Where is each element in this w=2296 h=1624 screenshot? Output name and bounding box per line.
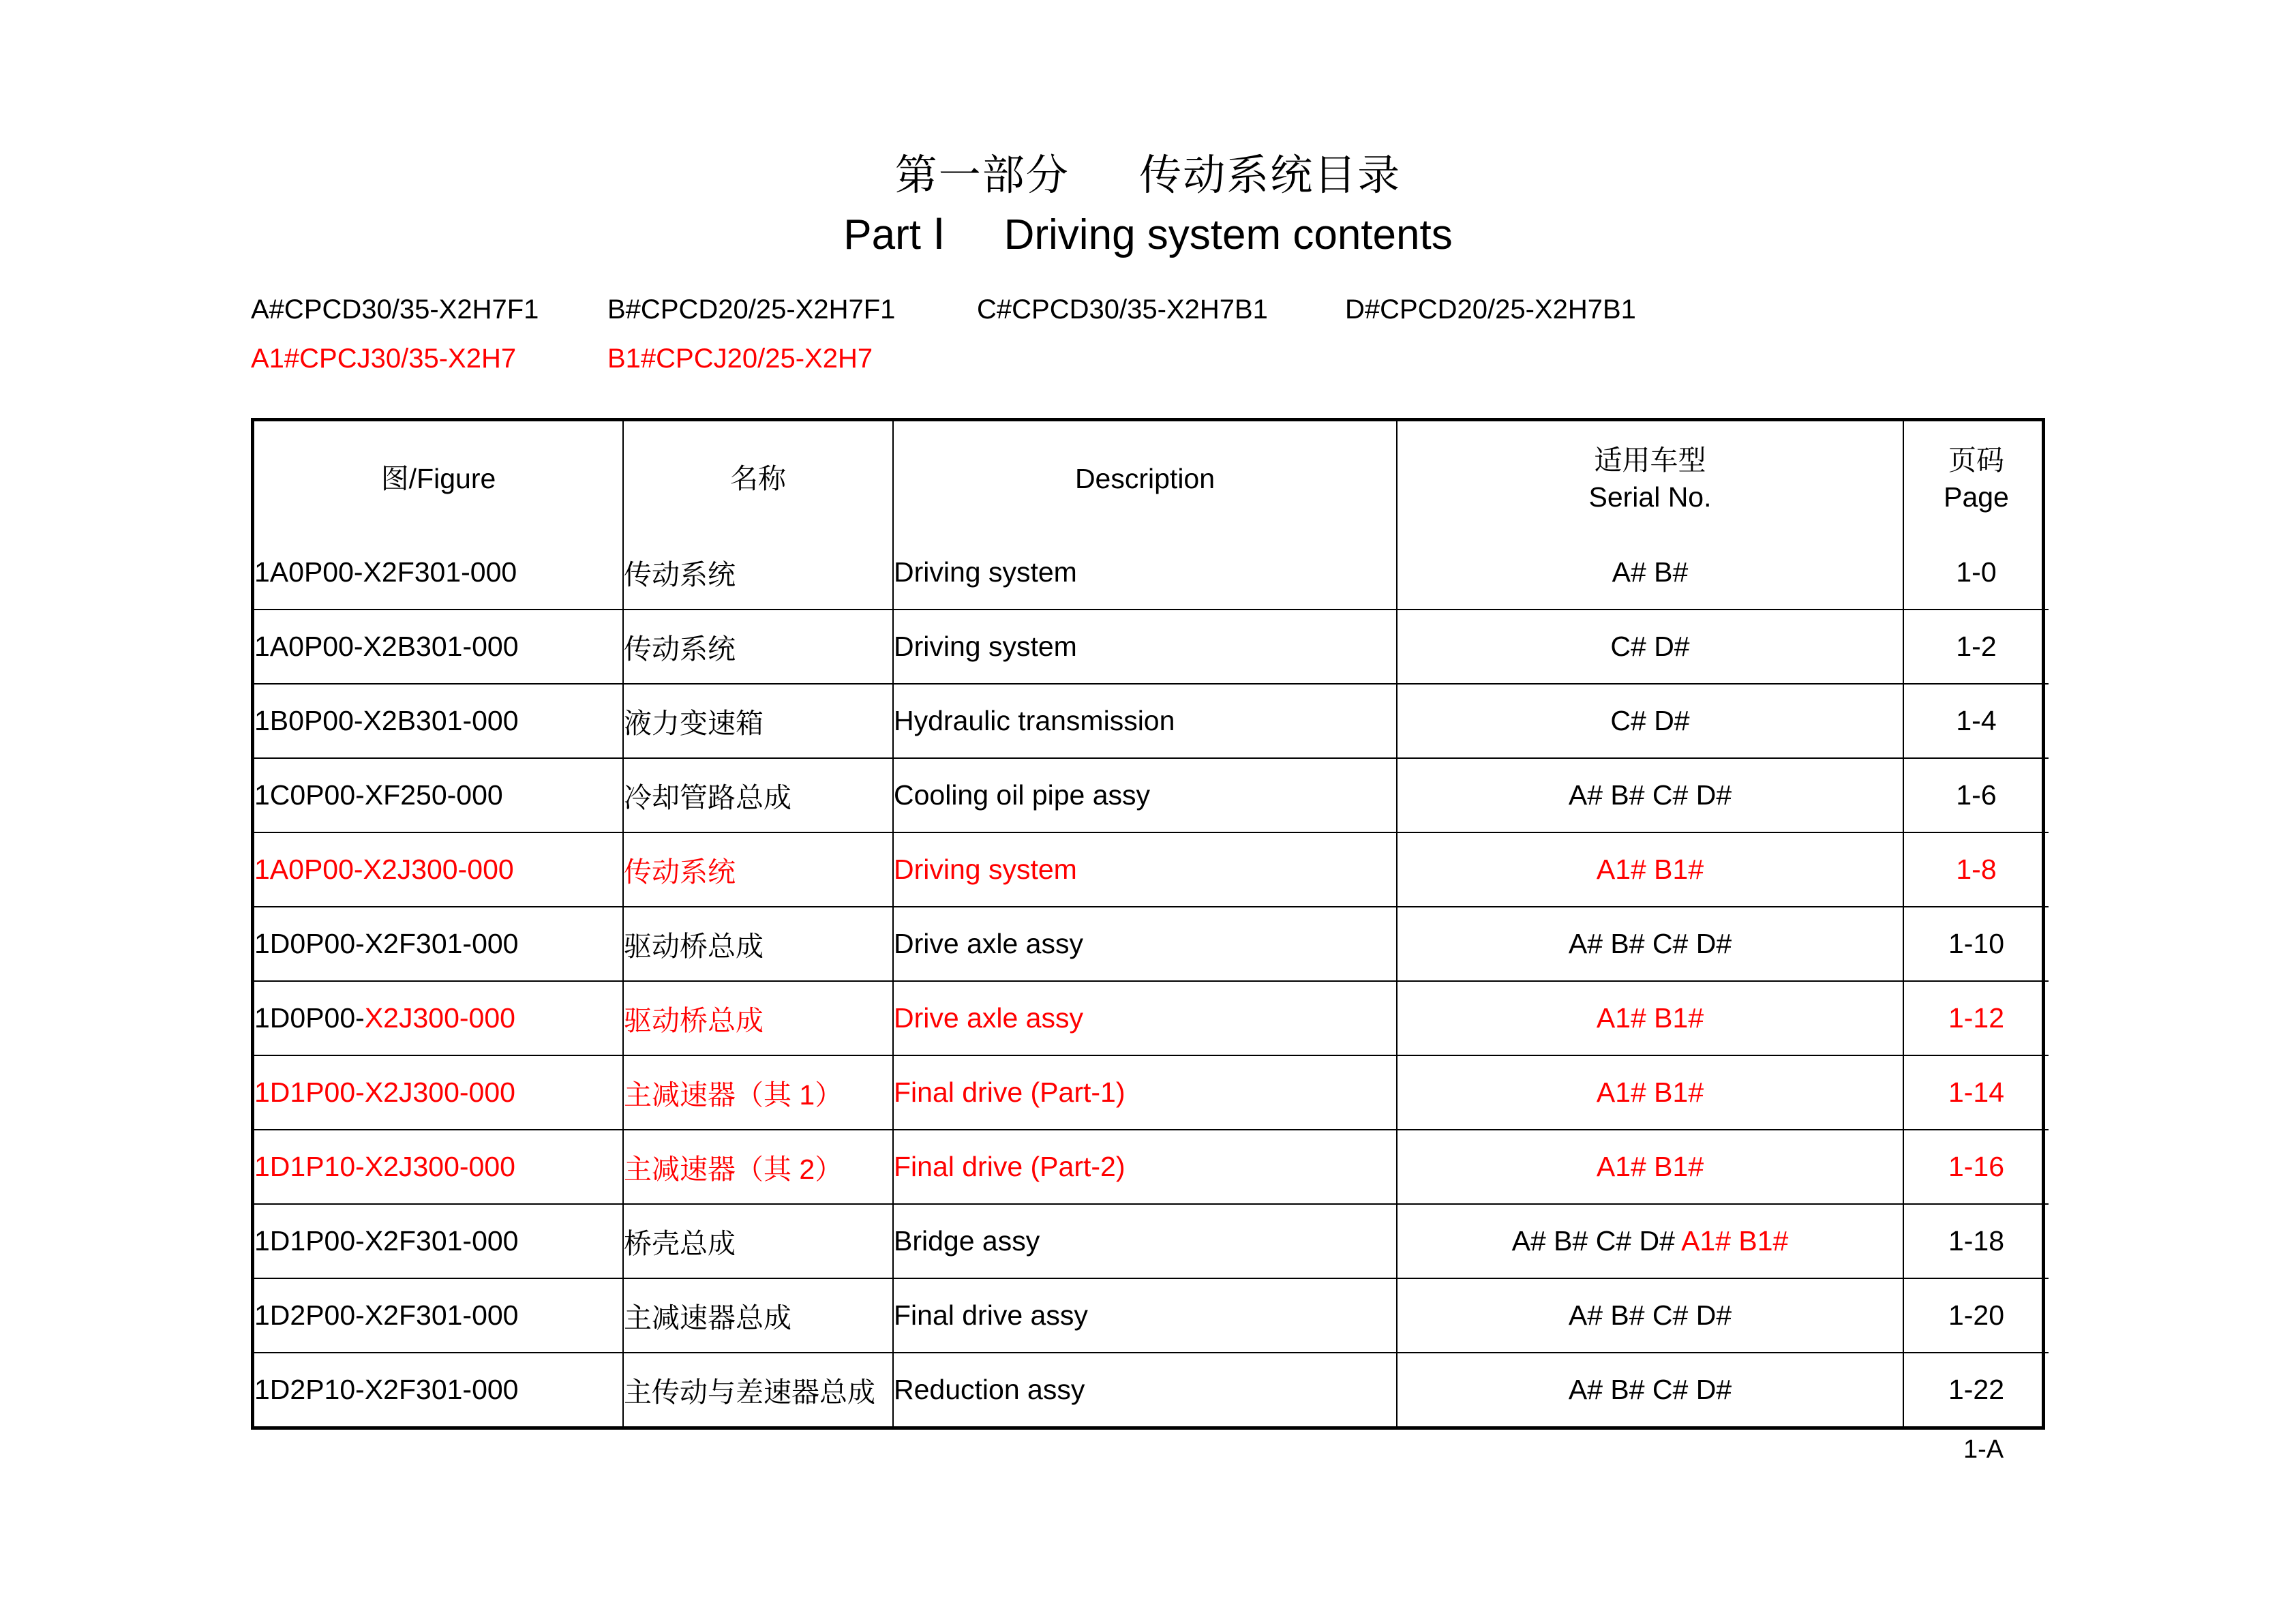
contents-table <box>254 421 2049 1426</box>
serial-black: A# B# C# D# <box>1568 1374 1732 1405</box>
cell-figure <box>254 1204 623 1278</box>
cell-name: 主减速器（其 2） <box>623 1130 893 1204</box>
serial-red: A1# B1# <box>1596 1151 1704 1182</box>
header-description <box>893 421 1397 536</box>
cell-figure <box>254 536 623 610</box>
cell-name: 驱动桥总成 <box>623 981 893 1055</box>
cell-description: Drive axle assy <box>893 981 1397 1055</box>
cell-figure <box>254 684 623 758</box>
figure-code-red: 1D1P00-X2J300-000 <box>254 1077 515 1108</box>
table-row <box>254 1130 2049 1204</box>
cell-figure <box>254 832 623 907</box>
table-row <box>254 610 2049 684</box>
header-figure <box>254 421 623 536</box>
table-row <box>254 1204 2049 1278</box>
figure-code-black: 1D1P00-X2F301-000 <box>254 1225 519 1257</box>
serial-red: A1# B1# <box>1596 1002 1704 1034</box>
cell-name: 主传动与差速器总成 <box>623 1353 893 1426</box>
cell-page: 1-20 <box>1903 1278 2049 1353</box>
cell-name: 传动系统 <box>623 536 893 610</box>
header-serial-label-cn: 适用车型 <box>1594 444 1706 476</box>
cell-name: 传动系统 <box>623 610 893 684</box>
header-name-label: 名称 <box>730 462 786 494</box>
cell-name: 主减速器（其 1） <box>623 1055 893 1130</box>
cell-description: Bridge assy <box>893 1204 1397 1278</box>
table-body <box>254 536 2049 1426</box>
table-row <box>254 907 2049 981</box>
cell-serial <box>1397 1130 1903 1204</box>
serial-black: A# B# C# D# <box>1568 1299 1732 1331</box>
title-english: Part Ⅰ Driving system contents <box>843 211 1453 259</box>
cell-page: 1-12 <box>1903 981 2049 1055</box>
model-code-row-black <box>251 295 2051 344</box>
header-serial <box>1397 421 1903 536</box>
figure-code-black: 1B0P00-X2B301-000 <box>254 705 519 736</box>
cell-figure <box>254 981 623 1055</box>
cell-page: 1-22 <box>1903 1353 2049 1426</box>
cell-figure <box>254 1353 623 1426</box>
cell-page: 1-2 <box>1903 610 2049 684</box>
figure-code-black: 1D0P00- <box>254 1002 365 1034</box>
serial-red: A1# B1# <box>1681 1225 1789 1257</box>
header-page-label-cn: 页码 <box>1948 444 2004 476</box>
serial-black: A# B# C# D# <box>1511 1225 1682 1257</box>
cell-name: 主减速器总成 <box>623 1278 893 1353</box>
cell-name: 传动系统 <box>623 832 893 907</box>
table-row <box>254 1278 2049 1353</box>
table-row <box>254 832 2049 907</box>
figure-code-red: 1D1P10-X2J300-000 <box>254 1151 515 1182</box>
cell-page: 1-8 <box>1903 832 2049 907</box>
serial-red: A1# B1# <box>1596 1077 1704 1108</box>
header-description-label: Description <box>1074 462 1215 494</box>
serial-black: A# B# C# D# <box>1568 928 1732 959</box>
header-serial-label-en: Serial No. <box>1588 481 1712 513</box>
cell-page: 1-4 <box>1903 684 2049 758</box>
cell-page: 1-10 <box>1903 907 2049 981</box>
model-code-d: D#CPCD20/25-X2H7B1 <box>1345 295 1636 325</box>
cell-serial <box>1397 610 1903 684</box>
cell-serial <box>1397 1204 1903 1278</box>
header-page-label-en: Page <box>1944 481 2009 513</box>
figure-code-red: X2J300-000 <box>364 1002 515 1034</box>
cell-serial <box>1397 981 1903 1055</box>
model-code-a1: A1#CPCJ30/35-X2H7 <box>251 344 517 374</box>
cell-serial <box>1397 684 1903 758</box>
model-code-c: C#CPCD30/35-X2H7B1 <box>977 295 1268 325</box>
header-name <box>623 421 893 536</box>
cell-page: 1-18 <box>1903 1204 2049 1278</box>
page-title <box>0 149 2296 262</box>
table-row <box>254 684 2049 758</box>
cell-description: Driving system <box>893 610 1397 684</box>
table-row <box>254 1055 2049 1130</box>
figure-code-black: 1C0P00-XF250-000 <box>254 779 503 811</box>
contents-table-container <box>251 418 2045 1430</box>
cell-serial <box>1397 758 1903 832</box>
figure-code-black: 1A0P00-X2B301-000 <box>254 631 519 662</box>
cell-serial <box>1397 536 1903 610</box>
cell-description: Reduction assy <box>893 1353 1397 1426</box>
model-code-b: B#CPCD20/25-X2H7F1 <box>607 295 896 325</box>
cell-serial <box>1397 832 1903 907</box>
cell-serial <box>1397 1278 1903 1353</box>
table-row <box>254 758 2049 832</box>
serial-black: A# B# <box>1612 556 1689 588</box>
model-code-a: A#CPCD30/35-X2H7F1 <box>251 295 539 325</box>
figure-code-black: 1D2P00-X2F301-000 <box>254 1299 519 1331</box>
cell-figure <box>254 1130 623 1204</box>
model-code-b1: B1#CPCJ20/25-X2H7 <box>607 344 873 374</box>
table-row <box>254 981 2049 1055</box>
figure-code-black: 1D0P00-X2F301-000 <box>254 928 519 959</box>
cell-serial <box>1397 1055 1903 1130</box>
cell-serial <box>1397 907 1903 981</box>
cell-figure <box>254 907 623 981</box>
header-figure-label: 图/Figure <box>380 462 496 494</box>
cell-serial <box>1397 1353 1903 1426</box>
cell-description: Final drive (Part-2) <box>893 1130 1397 1204</box>
cell-name: 冷却管路总成 <box>623 758 893 832</box>
cell-name: 驱动桥总成 <box>623 907 893 981</box>
cell-figure <box>254 1055 623 1130</box>
serial-black: A# B# C# D# <box>1568 779 1732 811</box>
cell-page: 1-14 <box>1903 1055 2049 1130</box>
figure-code-black: 1A0P00-X2F301-000 <box>254 556 517 588</box>
cell-description: Hydraulic transmission <box>893 684 1397 758</box>
serial-red: A1# B1# <box>1596 854 1704 885</box>
cell-page: 1-0 <box>1903 536 2049 610</box>
cell-description: Final drive assy <box>893 1278 1397 1353</box>
serial-black: C# D# <box>1610 631 1690 662</box>
cell-name: 液力变速箱 <box>623 684 893 758</box>
cell-figure <box>254 1278 623 1353</box>
title-chinese: 第一部分 传动系统目录 <box>894 152 1402 199</box>
model-code-list <box>251 295 2051 393</box>
cell-name: 桥壳总成 <box>623 1204 893 1278</box>
header-page <box>1903 421 2049 536</box>
figure-code-red: 1A0P00-X2J300-000 <box>254 854 514 885</box>
footer-page-number: 1-A <box>1963 1435 2004 1464</box>
table-header-row <box>254 421 2049 536</box>
cell-page: 1-6 <box>1903 758 2049 832</box>
figure-code-black: 1D2P10-X2F301-000 <box>254 1374 519 1405</box>
cell-figure <box>254 758 623 832</box>
cell-description: Drive axle assy <box>893 907 1397 981</box>
cell-page: 1-16 <box>1903 1130 2049 1204</box>
cell-description: Driving system <box>893 536 1397 610</box>
cell-description: Cooling oil pipe assy <box>893 758 1397 832</box>
table-row <box>254 536 2049 610</box>
table-row <box>254 1353 2049 1426</box>
cell-description: Final drive (Part-1) <box>893 1055 1397 1130</box>
cell-description: Driving system <box>893 832 1397 907</box>
model-code-row-red <box>251 344 2051 393</box>
cell-figure <box>254 610 623 684</box>
serial-black: C# D# <box>1610 705 1690 736</box>
